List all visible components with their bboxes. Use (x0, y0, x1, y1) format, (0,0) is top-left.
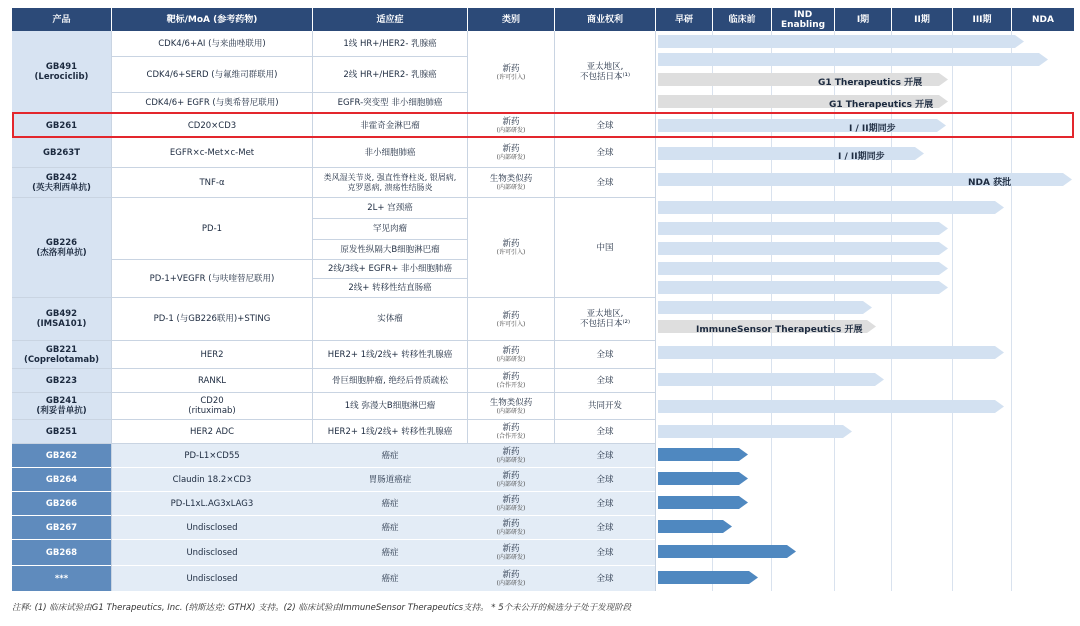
category-label: 新药 (502, 447, 520, 457)
rights-cell: 亚太地区, 不包括日本⁽¹⁾ (579, 62, 631, 82)
rights-cell: 全球 (596, 375, 614, 386)
product-gb241: GB241 (利妥昔单抗) (12, 393, 111, 419)
category-label: 新药 (502, 519, 520, 529)
indication-cell: 2线/3线+ EGFR+ 非小细胞肺癌 (327, 264, 453, 274)
progress-arrow-gb268 (658, 545, 796, 558)
category-label: 新药 (502, 346, 520, 356)
indication-cell: 癌症 (381, 522, 399, 533)
phase-label: NDA 获批 (968, 178, 1012, 188)
category-cell (468, 540, 554, 565)
progress-arrow-gb267 (658, 520, 732, 533)
indication-cell: 2线 HR+/HER2- 乳腺癌 (343, 69, 437, 80)
progress-arrow-gb226-2 (658, 222, 948, 235)
header-stage-preclinical: 临床前 (713, 8, 771, 31)
product-gb263t: GB263T (12, 138, 111, 167)
product-gb223: GB223 (12, 369, 111, 392)
category-cell (468, 468, 554, 491)
partner-label: G1 Therapeutics 开展 (818, 78, 923, 88)
category-cell (468, 369, 554, 392)
rights-cell: 全球 (596, 547, 614, 558)
indication-cell: 1线 HR+/HER2- 乳腺癌 (343, 38, 437, 49)
category-cell (468, 444, 554, 467)
progress-arrow-gb221 (658, 346, 1004, 359)
category-label: 新药 (502, 372, 520, 382)
target-cell: TNF-α (199, 177, 225, 188)
rights-cell: 亚太地区, 不包括日本⁽²⁾ (579, 309, 631, 329)
indication-cell: 实体瘤 (377, 314, 403, 324)
product-gb226: GB226 (杰洛利单抗) (12, 198, 111, 297)
header-stage-phase3: III期 (953, 8, 1011, 31)
rights-cell: 全球 (596, 147, 614, 158)
progress-arrow-gb226-3 (658, 242, 948, 255)
target-cell: CD20 (rituximab) (188, 396, 236, 416)
target-cell: PD-1+VEGFR (与呋喹替尼联用) (149, 273, 275, 284)
header-indication: 适应症 (313, 8, 467, 31)
target-cell: PD-1 (201, 223, 223, 234)
category-source: (许可引入) (496, 249, 526, 256)
indication-cell: 2线+ 转移性结直肠癌 (348, 283, 432, 293)
indication-cell: HER2+ 1线/2线+ 转移性乳腺癌 (327, 426, 453, 437)
product-gb491: GB491 (Lerociclib) (12, 31, 111, 113)
product-gb266: GB266 (12, 492, 111, 515)
target-cell: Undisclosed (186, 547, 238, 558)
category-source: (合作开发) (496, 382, 526, 389)
indication-cell: HER2+ 1线/2线+ 转移性乳腺癌 (327, 349, 453, 360)
header-stage-ind: IND Enabling (772, 8, 834, 31)
progress-arrow-gb491-2 (658, 53, 1048, 66)
category-label: 新药 (502, 423, 520, 433)
category-label: 新药 (502, 239, 520, 249)
phase-label: I / II期同步 (838, 152, 885, 162)
progress-arrow-more (658, 571, 758, 584)
indication-cell: 胃肠道癌症 (368, 474, 412, 485)
product-gb221: GB221 (Coprelotamab) (12, 341, 111, 368)
progress-arrow-gb226-5 (658, 281, 948, 294)
partner-label: ImmuneSensor Therapeutics 开展 (696, 325, 863, 335)
target-cell: PD-L1xL.AG3xLAG3 (170, 498, 254, 509)
category-label: 新药 (502, 144, 520, 154)
target-cell: EGFR×c-Met×c-Met (169, 147, 255, 158)
phase-label: I / II期同步 (849, 124, 896, 134)
category-source: (内部研发) (496, 356, 526, 363)
header-stage-nda: NDA (1012, 8, 1074, 31)
indication-cell: 癌症 (381, 573, 399, 584)
progress-arrow-gb226-1 (658, 201, 1004, 214)
indication-cell: 癌症 (381, 450, 399, 461)
category-source: (内部研发) (496, 481, 526, 488)
header-stage-phase2: II期 (892, 8, 952, 31)
target-cell: RANKL (197, 375, 227, 386)
rights-cell: 全球 (596, 177, 614, 188)
target-cell: Claudin 18.2×CD3 (172, 474, 252, 485)
category-source: (内部研发) (496, 154, 526, 161)
category-cell (468, 168, 554, 197)
category-source: (许可引入) (496, 73, 526, 81)
category-label: 新药 (502, 544, 520, 554)
gb261-highlight-box (12, 112, 1074, 138)
progress-arrow-gb266 (658, 496, 748, 509)
progress-arrow-gb223 (658, 373, 884, 386)
category-source: (合作开发) (496, 433, 526, 440)
category-cell (468, 420, 554, 443)
indication-cell: 癌症 (381, 498, 399, 509)
product-gb262: GB262 (12, 444, 111, 467)
rights-cell: 全球 (596, 474, 614, 485)
indication-cell: 非霍奇金淋巴瘤 (360, 120, 420, 131)
header-target: 靶标/MoA (参考药物) (112, 8, 312, 31)
product-gb267: GB267 (12, 516, 111, 539)
rights-cell: 全球 (596, 450, 614, 461)
category-source: (内部研发) (496, 529, 526, 536)
category-cell (468, 516, 554, 539)
category-label: 新药 (502, 117, 520, 127)
category-label: 新药 (502, 570, 520, 580)
rights-cell: 全球 (596, 573, 614, 584)
product-more: *** (12, 566, 111, 591)
target-cell: HER2 (200, 349, 224, 360)
rights-cell: 中国 (596, 242, 614, 253)
rights-cell: 共同开发 (587, 401, 622, 411)
product-gb264: GB264 (12, 468, 111, 491)
header-rights: 商业权利 (555, 8, 655, 31)
category-source: (内部研发) (496, 457, 526, 464)
header-category: 类别 (468, 8, 554, 31)
category-source: (内部研发) (496, 554, 526, 561)
category-source: (内部研发) (496, 505, 526, 512)
product-gb242: GB242 (英夫利西单抗) (12, 168, 111, 197)
category-cell (468, 298, 554, 340)
rights-cell: 全球 (596, 498, 614, 509)
target-cell: CDK4/6+ EGFR (与奥希替尼联用) (145, 98, 279, 108)
progress-arrow-gb492 (658, 301, 872, 314)
rights-cell: 全球 (596, 426, 614, 437)
progress-arrow-gb262 (658, 448, 748, 461)
category-label: 新药 (502, 471, 520, 481)
target-cell: Undisclosed (186, 573, 238, 584)
target-cell: PD-1 (与GB226联用)+STING (153, 314, 271, 324)
product-gb261: GB261 (12, 114, 111, 137)
category-cell (468, 566, 554, 591)
category-cell (468, 138, 554, 167)
indication-cell: EGFR-突变型 非小细胞肺癌 (337, 98, 443, 108)
product-gb251: GB251 (12, 420, 111, 443)
target-cell: HER2 ADC (189, 426, 235, 437)
product-gb492: GB492 (IMSA101) (12, 298, 111, 340)
header-stage-early: 早研 (656, 8, 712, 31)
header-product: 产品 (12, 8, 111, 31)
progress-arrow-gb491-1 (658, 35, 1024, 48)
target-cell: CD20×CD3 (187, 120, 237, 131)
target-cell: CDK4/6+SERD (与氟维司群联用) (146, 69, 278, 80)
indication-cell: 罕见肉瘤 (372, 224, 407, 234)
indication-cell: 1线 弥漫大B细胞淋巴瘤 (344, 401, 436, 411)
category-label: 新药 (502, 310, 520, 321)
indication-cell: 类风湿关节炎, 强直性脊柱炎, 银屑病, 克罗恩病, 溃疡性结肠炎 (323, 172, 457, 192)
progress-arrow-gb226-4 (658, 262, 948, 275)
progress-arrow-gb241 (658, 400, 1004, 413)
indication-cell: 非小细胞肺癌 (364, 147, 416, 158)
category-label: 新药 (502, 495, 520, 505)
indication-cell: 骨巨细胞肿瘤, 绝经后骨质疏松 (332, 375, 448, 386)
progress-arrow-gb251 (658, 425, 852, 438)
progress-arrow-gb264 (658, 472, 748, 485)
indication-cell: 癌症 (381, 547, 399, 558)
header-stage-phase1: I期 (835, 8, 891, 31)
rights-cell: 全球 (596, 522, 614, 533)
category-source: (许可引入) (496, 320, 526, 328)
category-label: 生物类似药 (489, 397, 533, 408)
category-source: (内部研发) (496, 407, 526, 415)
target-cell: CDK4/6+AI (与来曲唑联用) (158, 38, 266, 49)
indication-cell: 原发性纵隔大B细胞淋巴瘤 (340, 244, 440, 255)
category-source: (内部研发) (496, 184, 526, 191)
footnote: 注释: (1) 临床试验由G1 Therapeutics, Inc. (纳斯达克: GTHX) 支持。(2) 临床试验由ImmuneSensor Therapeutics支持。 * 5个未公开的候选分子处于发现阶段 (12, 603, 632, 613)
product-gb268: GB268 (12, 540, 111, 565)
category-cell (468, 31, 554, 113)
partner-label: G1 Therapeutics 开展 (829, 100, 934, 110)
category-source: (内部研发) (496, 127, 526, 134)
category-cell (468, 198, 554, 297)
category-cell (468, 341, 554, 368)
target-cell: Undisclosed (186, 522, 238, 533)
target-cell: PD-L1×CD55 (184, 450, 240, 461)
rights-cell: 全球 (596, 349, 614, 360)
category-label: 生物类似药 (489, 174, 533, 184)
category-cell (468, 393, 554, 419)
category-cell (468, 492, 554, 515)
rights-cell: 全球 (596, 120, 614, 131)
category-source: (内部研发) (496, 580, 526, 587)
indication-cell: 2L+ 宫颈癌 (367, 203, 413, 213)
category-label: 新药 (502, 63, 520, 74)
